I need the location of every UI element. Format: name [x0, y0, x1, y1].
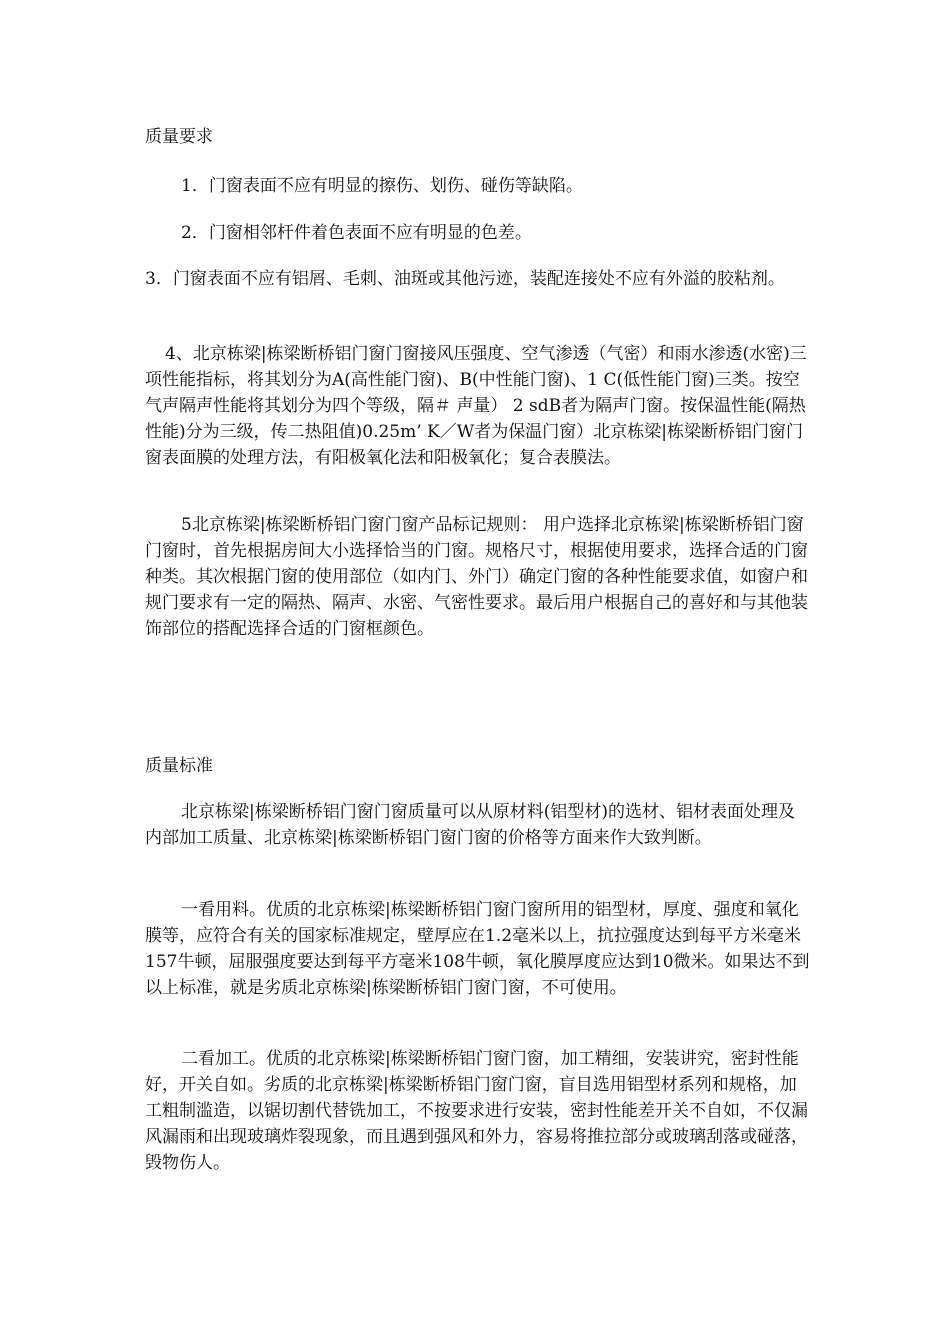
requirement-item-2: 2．门窗相邻杆件着色表面不应有明显的色差。: [181, 223, 532, 243]
section-heading-quality-requirements: 质量要求: [145, 127, 213, 147]
requirement-item-4: 4、北京栋梁|栋梁断桥铝门窗门窗接风压强度、空气渗透（气密）和雨水渗透(水密)三项性能指标，将其划分为A(高性能门窗)、B(中性能门窗)、1 C(低性能门窗)三类。按空气声隔声性能将其划分为四个等级，隔＃ 声量） 2 sdB者为隔声门窗。按保温性能(隔热性能)分为三级，传二热阻值)0.25m’ K／W者为保温门窗）北京栋梁|栋梁断桥铝门窗门窗表面膜的处理方法，有阳极氧化法和阳极氧化；复合表膜法。: [145, 344, 807, 468]
section-heading-quality-standards: 质量标准: [145, 756, 213, 776]
standard-paragraph-1: 北京栋梁|栋梁断桥铝门窗门窗质量可以从原材料(铝型材)的选材、铝材表面处理及内部加工质量、北京栋梁|栋梁断桥铝门窗门窗的价格等方面来作大致判断。: [145, 802, 795, 848]
requirement-item-5: 5北京栋梁|栋梁断桥铝门窗门窗产品标记规则： 用户选择北京栋梁|栋梁断桥铝门窗门窗时，首先根据房间大小选择恰当的门窗。规格尺寸，根据使用要求，选择合适的门窗种类。其次根据门窗的使用部位（如内门、外门）确定门窗的各种性能要求值，如窗户和规门要求有一定的隔热、隔声、水密、气密性要求。最后用户根据自己的喜好和与其他装饰部位的搭配选择合适的门窗框颜色。: [145, 515, 808, 639]
standard-paragraph-3: 二看加工。优质的北京栋梁|栋梁断桥铝门窗门窗，加工精细，安装讲究，密封性能好，开关自如。劣质的北京栋梁|栋梁断桥铝门窗门窗，盲目选用铝型材系列和规格，加工粗制滥造，以锯切割代替铣加工，不按要求进行安装，密封性能差开关不自如，不仅漏风漏雨和出现玻璃炸裂现象，而且遇到强风和外力，容易将推拉部分或玻璃刮落或碰落，毁物伤人。: [145, 1049, 808, 1173]
requirement-item-1: 1．门窗表面不应有明显的擦伤、划伤、碰伤等缺陷。: [181, 176, 583, 196]
requirement-item-3: 3．门窗表面不应有铝屑、毛刺、油斑或其他污迹，装配连接处不应有外溢的胶粘剂。: [145, 269, 785, 289]
standard-paragraph-2: 一看用料。优质的北京栋梁|栋梁断桥铝门窗门窗所用的铝型材，厚度、强度和氧化膜等，应符合有关的国家标准规定，壁厚应在1.2毫米以上，抗拉强度达到每平方米毫米157牛顿，屈服强度要达到每平方毫米108牛顿，氧化膜厚度应达到10微米。如果达不到以上标准，就是劣质北京栋梁|栋梁断桥铝门窗门窗，不可使用。: [145, 900, 810, 998]
